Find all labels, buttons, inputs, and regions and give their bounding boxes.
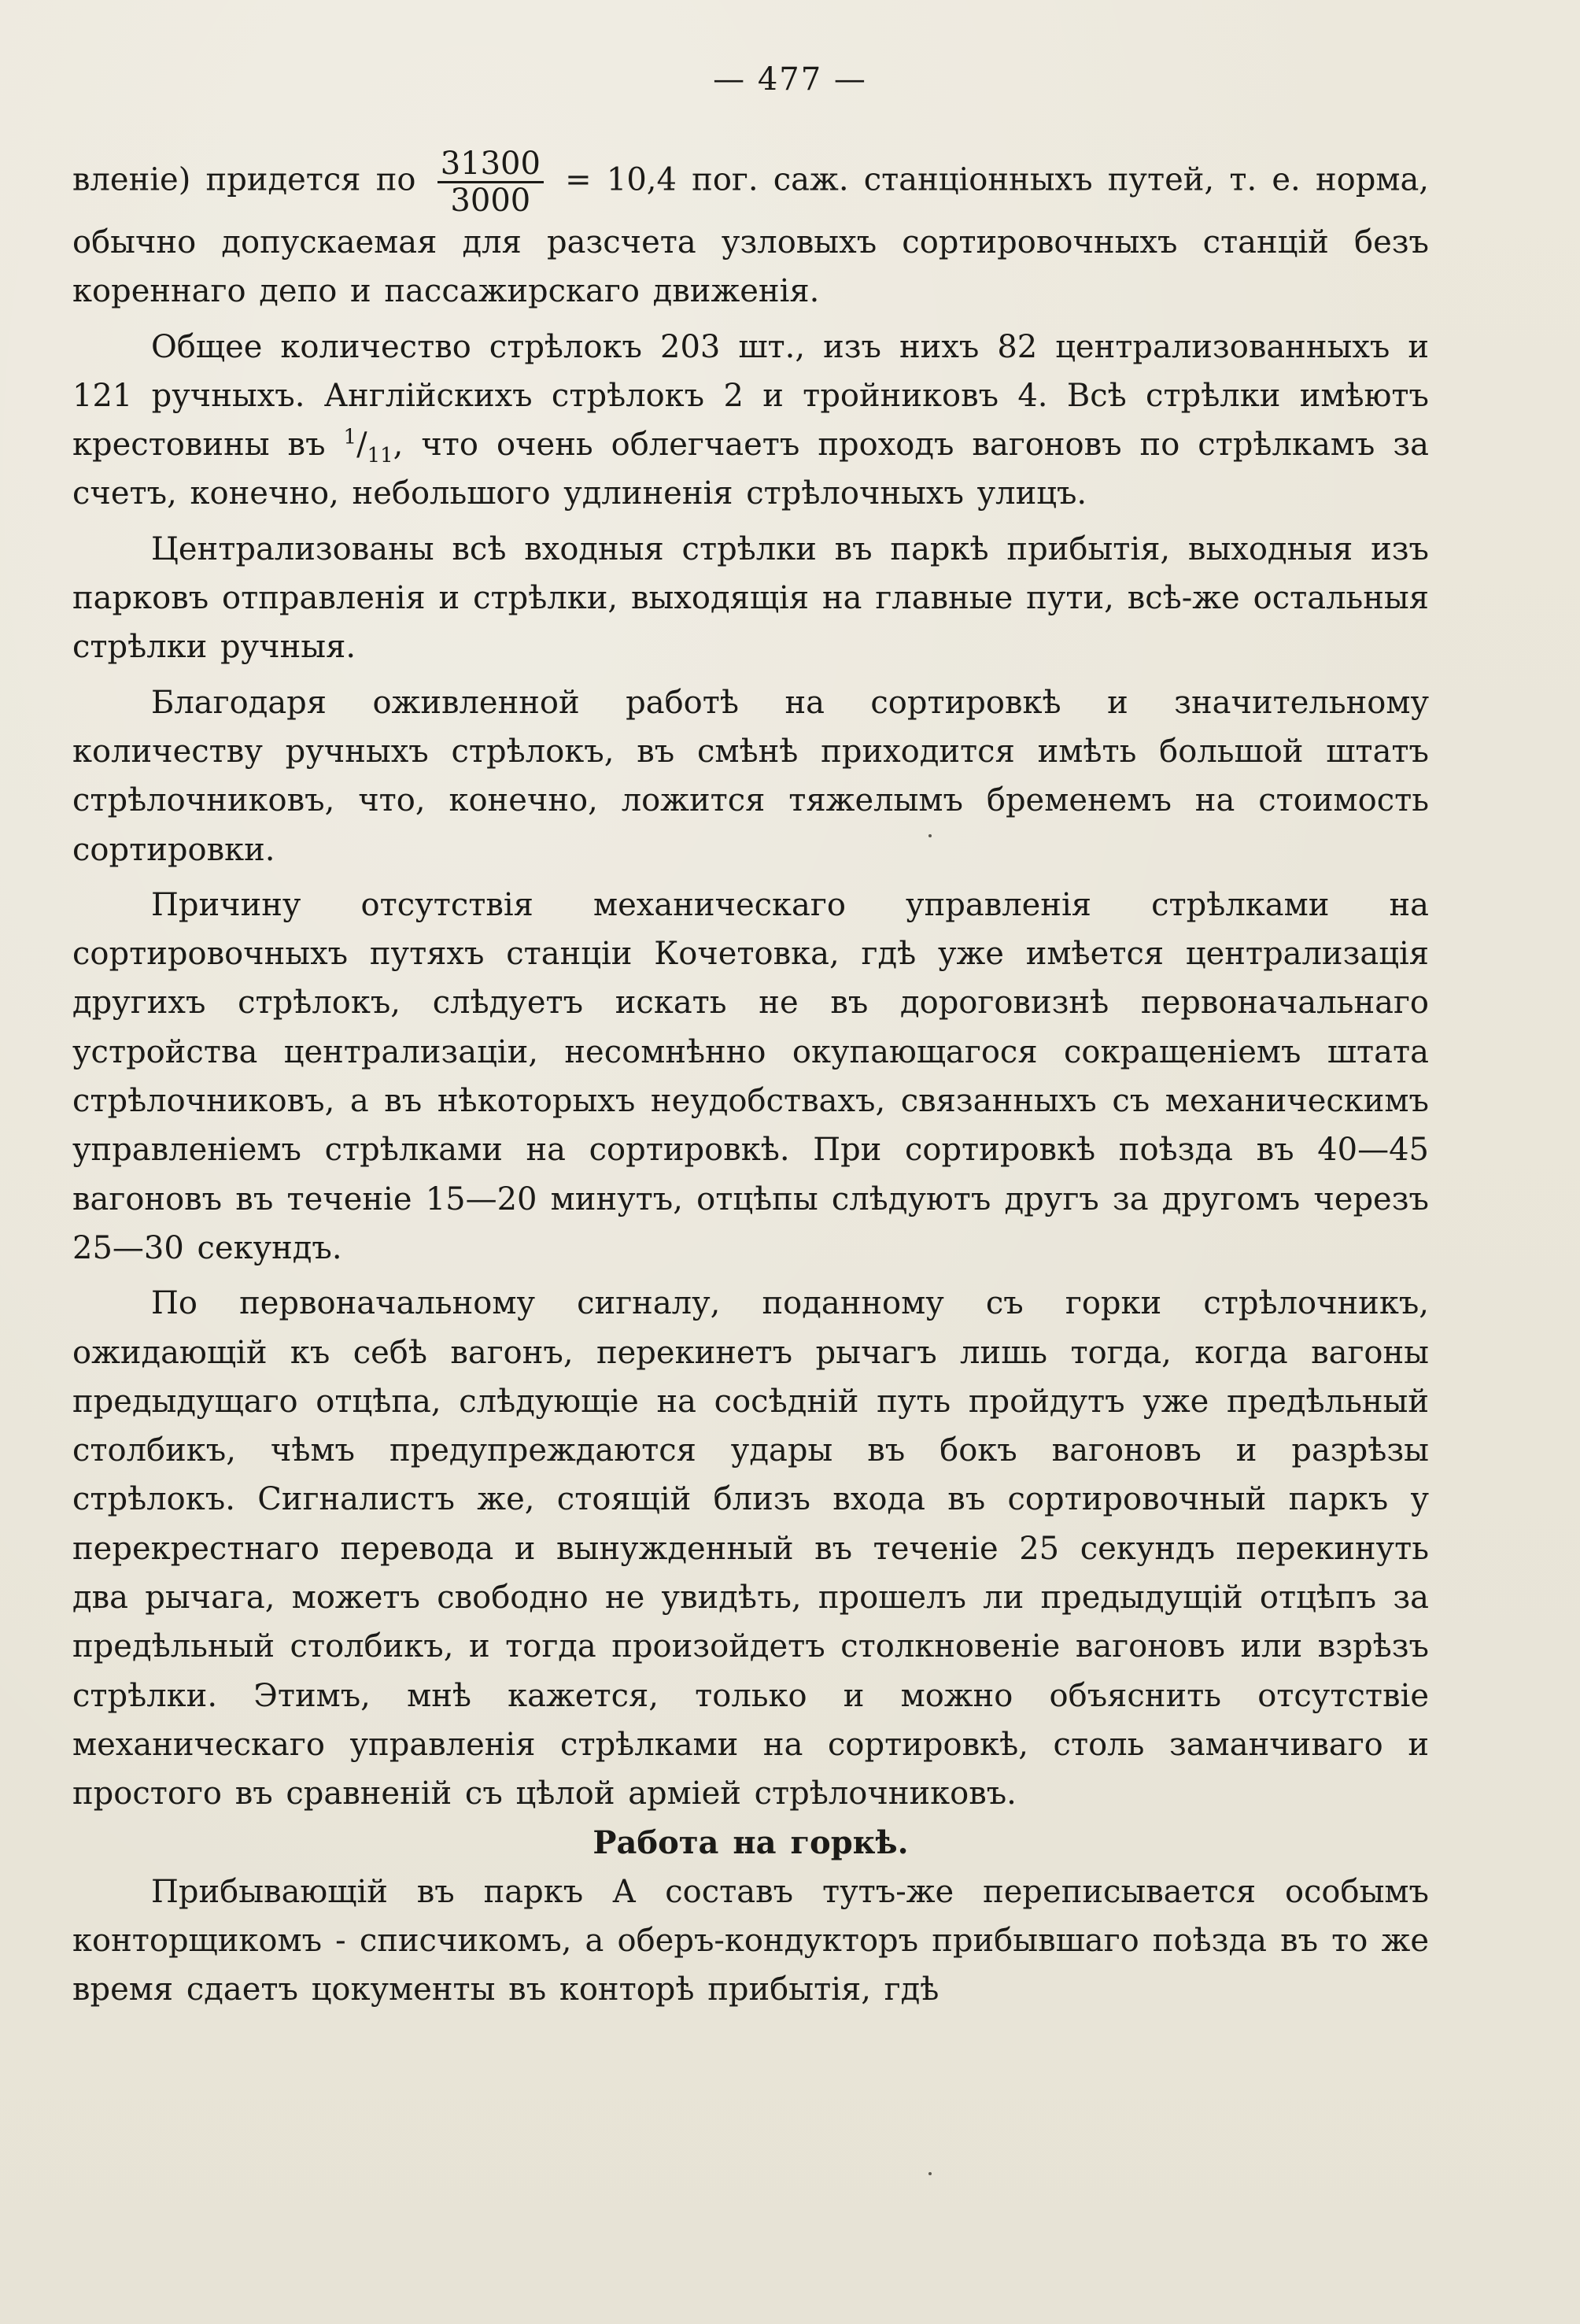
paragraph-signal-procedure: По первоначальному сигналу, поданному съ горки стрѣлочникъ, ожидающій къ себѣ вагонъ, перекинетъ рычагъ лишь тогда, когда вагоны предыдущаго отцѣпа, слѣдующіе на сосѣдній путь пройдутъ уже предѣльный столбикъ, чѣмъ предупреждаются удары въ бокъ вагоновъ и разрѣзы стрѣлокъ. Сигналистъ же, стоящій близъ входа въ сортировочный паркъ у перекрестнаго перевода и вынужденный въ теченіе 25 секундъ перекинуть два рычага, можетъ свободно не увидѣть, прошелъ ли предыдущій отцѣпъ за предѣльный столбикъ, и тогда произойдетъ столкновеніе вагоновъ или взрѣзъ стрѣлки. Этимъ, мнѣ кажется, только и можно объяснить отсутствіе механическаго управленія стрѣлками на сортировкѣ, столь заманчиваго и простого въ сравненій съ цѣлой арміей стрѣлочниковъ. (72, 1285, 1429, 1812)
fraction-numerator: 31300 (437, 146, 544, 183)
paragraph-2-after: , что очень облегчаетъ проходъ вагоновъ по стрѣлкамъ за счетъ, конечно, небольшого удлиненія стрѣлочныхъ улицъ. (72, 427, 1430, 512)
print-speck (928, 834, 932, 837)
fraction-denominator: 3000 (450, 183, 531, 219)
crossing-fraction-denominator: 11 (367, 444, 393, 468)
formula-prefix: вленіе) придется по (72, 161, 416, 198)
crossing-fraction-numerator: 1 (343, 425, 357, 449)
formula-paragraph (72, 146, 1429, 316)
section-heading: Работа на горкѣ. (592, 1823, 909, 1861)
paragraph-mechanical-control: Причину отсутствія механическаго управленія стрѣлками на сортировочныхъ путяхъ станціи Кочетовка, гдѣ уже имѣется централизація другихъ стрѣлокъ, слѣдуетъ искать не въ дороговизнѣ первоначальнаго устройства централизаціи, несомнѣнно окупающагося сокращеніемъ штата стрѣлочниковъ, а въ нѣкоторыхъ неудобствахъ, связанныхъ съ механическимъ управленіемъ стрѣлками на сортировкѣ. При сортировкѣ поѣзда въ 40—45 вагоновъ въ теченіе 15—20 минутъ, отцѣпы слѣдуютъ другъ за другомъ черезъ 25—30 секундъ. (72, 886, 1429, 1266)
paragraph-switches-count: Общее количество стрѣлокъ 203 шт., изъ нихъ 82 централизованныхъ и 121 ручныхъ. Англійскихъ стрѣлокъ 2 и тройниковъ 4. Всѣ стрѣлки имѣютъ крестовины въ $^1/_{11}$, что очень облегчаетъ проходъ вагоновъ по стрѣлкамъ за счетъ, конечно, небольшого удлиненія стрѣлочныхъ улицъ. (72, 328, 1430, 512)
print-speck (928, 2172, 932, 2175)
paragraph-1-rest: норма, обычно допускаемая для разсчета узловыхъ сортировочныхъ станцій безъ кореннаго депо и пассажирскаго движенія. (72, 161, 1430, 310)
paragraph-centralization: Централизованы всѣ входныя стрѣлки въ паркѣ прибытія, выходныя изъ парковъ отправленія и стрѣлки, выходящія на главные пути, всѣ-же остальныя стрѣлки ручныя. (72, 530, 1429, 666)
paragraph-2-before: Общее количество стрѣлокъ 203 шт., изъ нихъ 82 централизованныхъ и 121 ручныхъ. Англійскихъ стрѣлокъ 2 и тройниковъ 4. Всѣ стрѣлки имѣютъ крестовины въ (72, 328, 1429, 464)
body-text (72, 146, 1429, 2015)
paragraph-manual-switches: Благодаря оживленной работѣ на сортировкѣ и значительному количеству ручныхъ стрѣлокъ, въ смѣнѣ приходится имѣть большой штатъ стрѣлочниковъ, что, конечно, ложится тяжелымъ бременемъ на стоимость сортировки. (72, 684, 1429, 868)
paragraph-hump-work: Прибывающій въ паркъ А составъ тутъ-же переписывается особымъ конторщикомъ - списчикомъ, а оберъ-кондукторъ прибывшаго поѣзда въ то же время сдаетъ цокументы въ конторѣ прибытія, гдѣ (72, 1873, 1429, 2008)
fraction-31300-3000 (437, 146, 544, 218)
formula-suffix: = 10,4 пог. саж. станціонныхъ путей, т. е. (565, 161, 1301, 198)
page-number: — 477 — (713, 61, 867, 98)
